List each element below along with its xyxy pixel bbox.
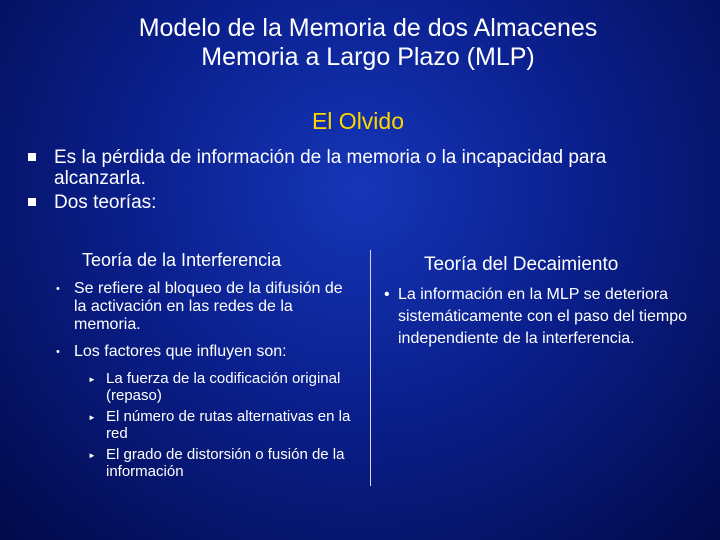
- title-line-2: Memoria a Largo Plazo (MLP): [201, 43, 535, 71]
- dot-bullet-icon: •: [56, 346, 60, 358]
- square-bullet-icon: [28, 198, 36, 206]
- decay-column: [382, 254, 702, 350]
- column-divider: [370, 250, 371, 486]
- interference-bullet: [52, 280, 357, 334]
- interference-heading: Teoría de la Interferencia: [82, 250, 282, 270]
- arrow-bullet-icon: ►: [88, 375, 96, 384]
- arrow-bullet-icon: ►: [88, 451, 96, 460]
- decay-bullet: [382, 284, 702, 350]
- factor-item: [86, 446, 357, 480]
- decay-heading: Teoría del Decaimiento: [424, 254, 619, 275]
- interference-bullet: [52, 343, 357, 361]
- main-bullet-text: Dos teorías:: [54, 192, 157, 213]
- decay-bullet-text: La información en la MLP se deteriora sistemáticamente con el paso del tiempo independiente de la interferencia.: [398, 286, 688, 347]
- factor-item: [86, 408, 357, 442]
- main-bullet-list: [28, 147, 688, 216]
- arrow-bullet-icon: ►: [88, 413, 96, 422]
- main-bullet-text: Es la pérdida de información de la memoria o la incapacidad para alcanzarla.: [54, 147, 607, 189]
- section-heading: El Olvido: [311, 108, 405, 134]
- slide-title: [0, 14, 720, 72]
- interference-bullet-text: Los factores que influyen son:: [74, 343, 287, 360]
- square-bullet-icon: [28, 153, 36, 161]
- factor-text: El grado de distorsión o fusión de la información: [106, 446, 345, 480]
- main-bullet-item: [28, 192, 688, 213]
- title-line-1: Modelo de la Memoria de dos Almacenes: [138, 14, 598, 42]
- interference-bullet-text: Se refiere al bloqueo de la difusión de la activación en las redes de la memoria.: [74, 280, 343, 333]
- factor-item: [86, 370, 357, 404]
- factor-list: [86, 370, 357, 480]
- main-bullet-item: [28, 147, 688, 189]
- dot-bullet-icon: •: [56, 283, 60, 295]
- dot-bullet-icon: •: [384, 286, 390, 303]
- factor-text: El número de rutas alternativas en la red: [106, 408, 351, 442]
- factor-text: La fuerza de la codificación original (repaso): [106, 370, 341, 404]
- interference-column: [52, 250, 357, 484]
